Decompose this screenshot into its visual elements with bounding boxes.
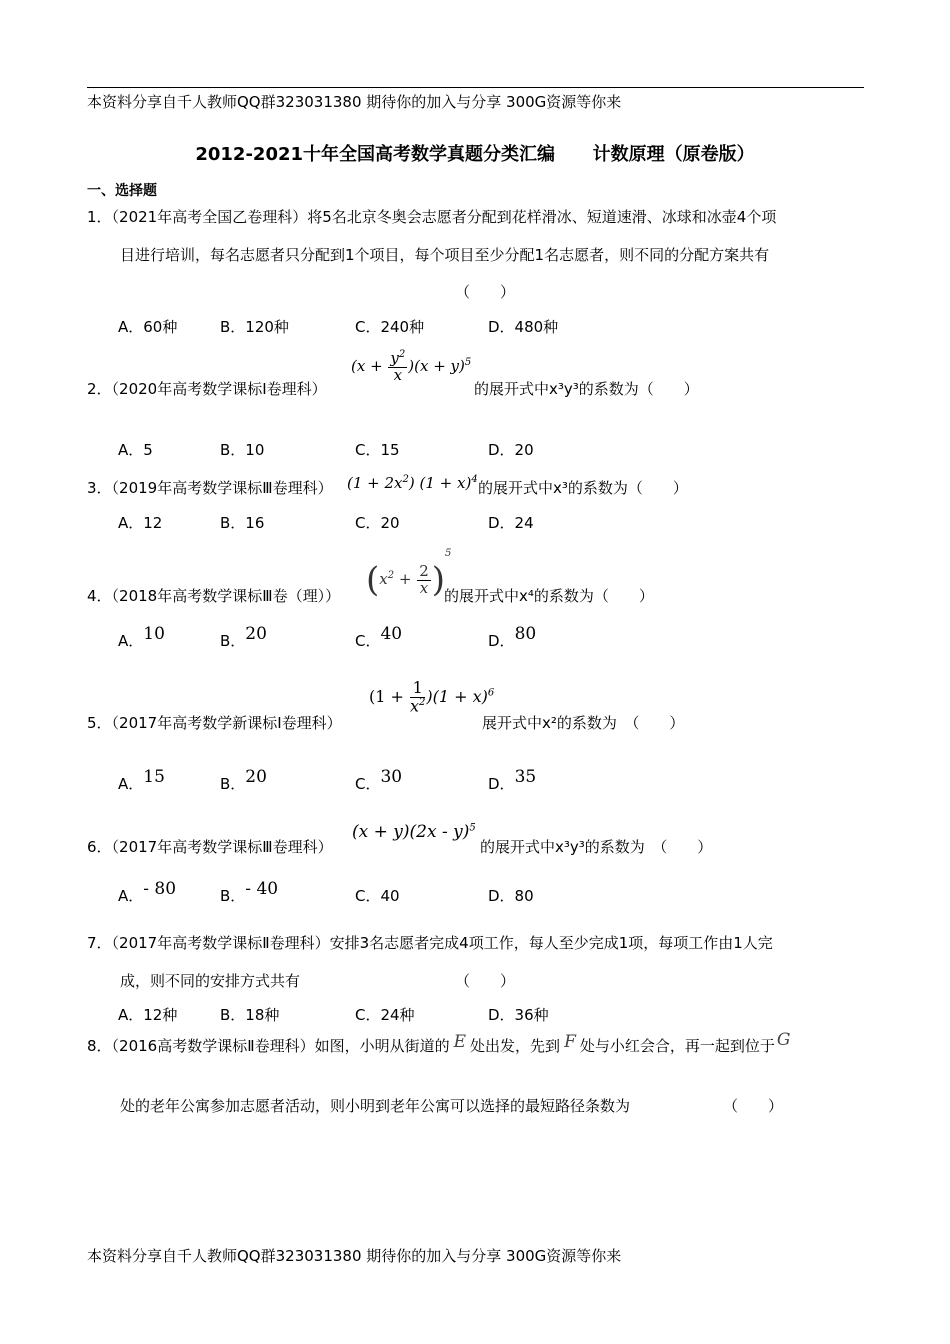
fraction [388, 350, 407, 384]
option-label: B． [220, 887, 246, 905]
option-value: 20 [245, 767, 267, 787]
exponent: 2 [419, 696, 426, 708]
question-text: 处与小红会合，再一起到位于 [579, 1037, 775, 1055]
option-label: A． [118, 775, 144, 793]
formula-q5 [369, 680, 494, 715]
question-source: （2020年高考数学课标Ⅰ卷理科） [111, 380, 327, 398]
question-line [87, 712, 342, 733]
option-d: D．24 [488, 514, 534, 532]
formula-q3 [347, 474, 478, 492]
fraction [417, 561, 431, 597]
option-value: 35 [514, 767, 537, 787]
question-number: 1． [87, 208, 112, 226]
question-line [87, 477, 333, 498]
question-line [87, 378, 327, 399]
option-value: - 80 [143, 879, 177, 899]
question-number: 5． [87, 714, 112, 732]
option-a: A．5 [118, 441, 153, 459]
question-text: 展开式中x²的系数为 （ ） [482, 714, 685, 732]
question-source: （2017年高考数学新课标Ⅰ卷理科） [111, 714, 342, 732]
question-number: 8． [87, 1037, 112, 1055]
question-number: 2． [87, 380, 112, 398]
question-text: 处的老年公寓参加志愿者活动，则小明到老年公寓可以选择的最短路径条数为 [120, 1097, 631, 1115]
option-label: B． [220, 775, 246, 793]
question-source: （2017年高考数学课标Ⅱ卷理科） [111, 934, 330, 952]
header-rule [87, 87, 864, 88]
option-label: C． [355, 632, 381, 650]
formula-part: (1 + 2x [347, 474, 403, 492]
fraction-denominator: x [419, 578, 429, 597]
option-a [118, 879, 177, 906]
option-c: C．40 [355, 887, 400, 905]
exponent: 2 [402, 474, 409, 485]
option-d [488, 767, 537, 794]
left-paren: ( [366, 560, 380, 600]
option-c: C．15 [355, 441, 400, 459]
question-source: （2018年高考数学课标Ⅲ卷（理）） [111, 587, 341, 605]
option-b: B．10 [220, 441, 265, 459]
question-line [87, 836, 333, 857]
formula-part: + [394, 570, 417, 588]
option-c [355, 624, 403, 651]
option-label: B． [220, 632, 246, 650]
header-text: 本资料分享自千人教师QQ群323031380 期待你的加入与分享 300G资源等你来 [87, 93, 622, 111]
option-c: C．240种 [355, 318, 425, 336]
right-paren: ) [431, 560, 446, 600]
option-value: 15 [143, 767, 165, 787]
option-a [118, 624, 165, 651]
option-value: 10 [143, 624, 165, 644]
footer-text: 本资料分享自千人教师QQ群323031380 期待你的加入与分享 300G资源等你来 [87, 1247, 622, 1265]
fraction [410, 680, 425, 715]
option-b [220, 879, 279, 906]
formula-part: ) (1 + x) [408, 474, 472, 492]
option-value: - 40 [245, 879, 279, 899]
answer-blank: （ ） [723, 1097, 784, 1115]
question-number: 3． [87, 479, 112, 497]
question-text: 处出发，先到 [470, 1037, 561, 1055]
option-value: 80 [514, 624, 537, 644]
question-source: （2021年高考全国乙卷理科） [111, 208, 308, 226]
option-c [355, 767, 403, 794]
fraction-numerator: 1 [410, 680, 425, 698]
question-number: 6． [87, 838, 112, 856]
option-value: 40 [380, 624, 403, 644]
option-label: D． [488, 632, 515, 650]
option-c: C．24种 [355, 1006, 415, 1024]
question-line [87, 585, 340, 606]
exponent: 6 [487, 687, 495, 699]
option-b [220, 624, 267, 651]
question-number: 4． [87, 587, 112, 605]
section-heading: 一、选择题 [87, 183, 157, 199]
answer-blank: （ ） [455, 972, 516, 990]
option-b: B．18种 [220, 1006, 280, 1024]
point-g: G [776, 1030, 791, 1050]
fraction-numerator: 2 [419, 561, 429, 580]
answer-blank: （ ） [455, 283, 516, 301]
option-label: A． [118, 887, 144, 905]
question-text: 的展开式中x³的系数为（ ） [478, 479, 688, 497]
option-value: 30 [380, 767, 403, 787]
question-source: （2016高考数学课标Ⅱ卷理科） [111, 1037, 315, 1055]
formula-part: x [379, 570, 388, 588]
question-source: （2017年高考数学课标Ⅲ卷理科） [111, 838, 333, 856]
option-d: D．36种 [488, 1006, 549, 1024]
point-f: F [564, 1032, 576, 1052]
option-d: D．80 [488, 887, 534, 905]
question-text: 的展开式中x⁴的系数为（ ） [444, 587, 654, 605]
option-d [488, 624, 537, 651]
question-text: 将5名北京冬奥会志愿者分配到花样滑冰、短道速滑、冰球和冰壶4个项 [307, 208, 777, 226]
option-a: A．12 [118, 514, 163, 532]
option-d: D．20 [488, 441, 534, 459]
question-line [87, 932, 773, 953]
formula-q6 [352, 822, 476, 842]
formula-q2 [351, 350, 471, 384]
option-value: 20 [245, 624, 267, 644]
question-number: 7． [87, 934, 112, 952]
question-text: 的展开式中x³y³的系数为 （ ） [480, 838, 713, 856]
question-line [87, 206, 776, 227]
question-line [87, 1030, 792, 1056]
formula-part: (x + [351, 356, 388, 375]
formula-part: )(1 + x) [426, 686, 488, 706]
question-text: 安排3名志愿者完成4项工作，每人至少完成1项，每项工作由1人完 [329, 934, 773, 952]
option-label: A． [118, 632, 144, 650]
page-title: 2012-2021十年全国高考数学真题分类汇编 计数原理（原卷版） [195, 144, 755, 165]
option-c: C．20 [355, 514, 400, 532]
fraction-numerator: y [390, 349, 399, 367]
question-text: 如图，小明从街道的 [314, 1037, 450, 1055]
question-text: 的展开式中x³y³的系数为（ ） [474, 380, 699, 398]
formula-part: (x + y)(2x - y) [352, 822, 470, 842]
question-text: 成，则不同的安排方式共有 [120, 972, 301, 990]
option-label: C． [355, 775, 381, 793]
option-a: A．12种 [118, 1006, 178, 1024]
question-text: 目进行培训，每名志愿者只分配到1个项目，每个项目至少分配1名志愿者，则不同的分配方案共有 [120, 246, 770, 264]
formula-part: )(x + y) [408, 356, 465, 375]
option-d: D．480种 [488, 318, 559, 336]
exponent: 4 [471, 474, 478, 485]
option-a [118, 767, 165, 794]
exponent: 5 [464, 356, 472, 368]
question-source: （2019年高考数学课标Ⅲ卷理科） [111, 479, 333, 497]
option-b [220, 767, 267, 794]
exponent: 2 [398, 349, 406, 360]
formula-q4 [366, 548, 451, 600]
exponent: 5 [445, 548, 452, 559]
formula-part: (1 + [369, 686, 409, 706]
exponent: 5 [469, 822, 476, 834]
fraction-denominator: x [393, 365, 403, 384]
option-label: D． [488, 775, 515, 793]
fraction-denominator: x [410, 696, 420, 716]
exponent: 2 [387, 570, 395, 581]
point-e: E [453, 1032, 467, 1052]
option-b: B．16 [220, 514, 265, 532]
option-b: B．120种 [220, 318, 289, 336]
option-a: A．60种 [118, 318, 178, 336]
